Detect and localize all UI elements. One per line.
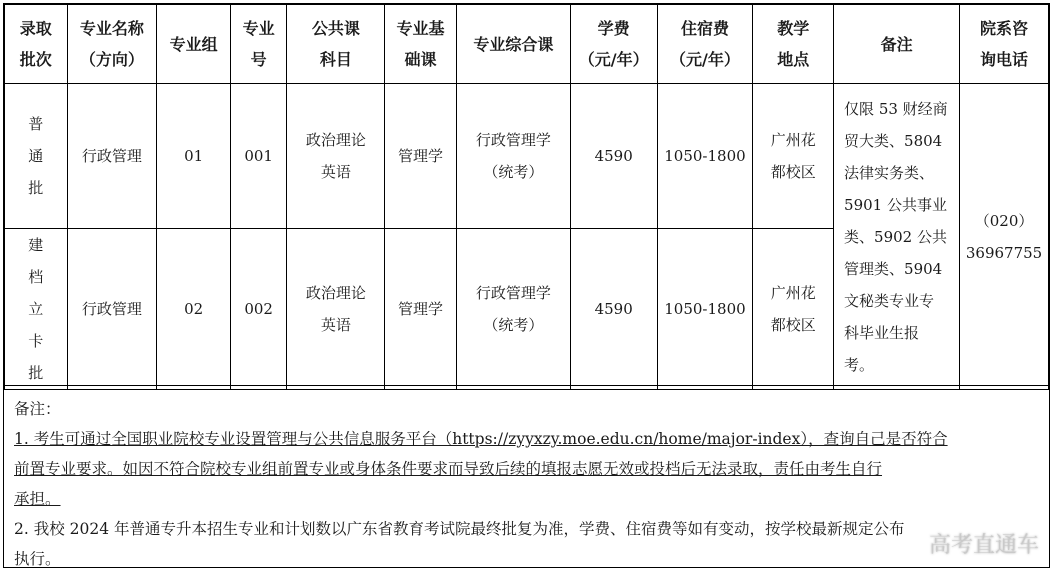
- campus-cell: 广州花 都校区: [753, 229, 834, 390]
- admission-table-frame: [3, 3, 1050, 568]
- note-2-line-2: 执行。: [14, 550, 61, 568]
- major-cell: 行政管理: [67, 84, 157, 229]
- tuition-cell: 4590: [570, 84, 657, 229]
- remarks-cell: 仅限 53 财经商 贸大类、5804 法律实务类、 5901 公共事业 类、5902 公共 管理类、5904 文秘类专业专 科毕业生报 考。: [834, 84, 960, 390]
- code-cell: 002: [230, 229, 286, 390]
- note-1-line-2: 前置专业要求。如因不符合院校专业组前置专业或身体条件要求而导致后续的填报志愿无效或投档后无法录取，责任由考生自行: [14, 460, 883, 478]
- batch-cell: 普 通 批: [5, 84, 68, 229]
- header-tuition: 学费 （元/年）: [570, 5, 657, 84]
- comprehensive-course-cell: 行政管理学 （统考）: [456, 84, 570, 229]
- code-cell: 001: [230, 84, 286, 229]
- header-public-course: 公共课 科目: [287, 5, 385, 84]
- major-cell: 行政管理: [67, 229, 157, 390]
- header-group: 专业组: [157, 5, 231, 84]
- header-phone: 院系咨 询电话: [960, 5, 1049, 84]
- public-course-cell: 政治理论 英语: [287, 229, 385, 390]
- notes-title: 备注：: [14, 400, 61, 418]
- header-dorm-fee: 住宿费 （元/年）: [657, 5, 753, 84]
- header-major: 专业名称 （方向）: [67, 5, 157, 84]
- comprehensive-course-cell: 行政管理学 （统考）: [456, 229, 570, 390]
- campus-cell: 广州花 都校区: [753, 84, 834, 229]
- header-row: [5, 5, 1049, 84]
- basic-course-cell: 管理学: [385, 229, 457, 390]
- header-code: 专业 号: [230, 5, 286, 84]
- watermark: 高考直通车: [928, 533, 1039, 558]
- public-course-cell: 政治理论 英语: [287, 84, 385, 229]
- table-row: [5, 84, 1049, 229]
- header-comprehensive-course: 专业综合课: [456, 5, 570, 84]
- group-cell: 01: [157, 84, 231, 229]
- note-2-line-1: 2. 我校 2024 年普通专升本招生专业和计划数以广东省教育考试院最终批复为准，学费、住宿费等如有变动，按学校最新规定公布: [14, 520, 905, 538]
- batch-cell: 建 档 立 卡 批: [5, 229, 68, 390]
- header-batch: 录取 批次: [5, 5, 68, 84]
- tuition-cell: 4590: [570, 229, 657, 390]
- notes-section: [4, 385, 1049, 567]
- dorm-fee-cell: 1050-1800: [657, 229, 753, 390]
- header-campus: 教学 地点: [753, 5, 834, 84]
- group-cell: 02: [157, 229, 231, 390]
- dorm-fee-cell: 1050-1800: [657, 84, 753, 229]
- admission-table: [4, 4, 1049, 390]
- header-basic-course: 专业基 础课: [385, 5, 457, 84]
- note-1-line-1: 1. 考生可通过全国职业院校专业设置管理与公共信息服务平台（https://zyyxzy.moe.edu.cn/home/major-index），查询自己是否符合: [14, 430, 948, 448]
- header-remarks: 备注: [834, 5, 960, 84]
- note-1-line-3: 承担。: [14, 490, 61, 508]
- phone-cell: （020） 36967755: [960, 84, 1049, 390]
- basic-course-cell: 管理学: [385, 84, 457, 229]
